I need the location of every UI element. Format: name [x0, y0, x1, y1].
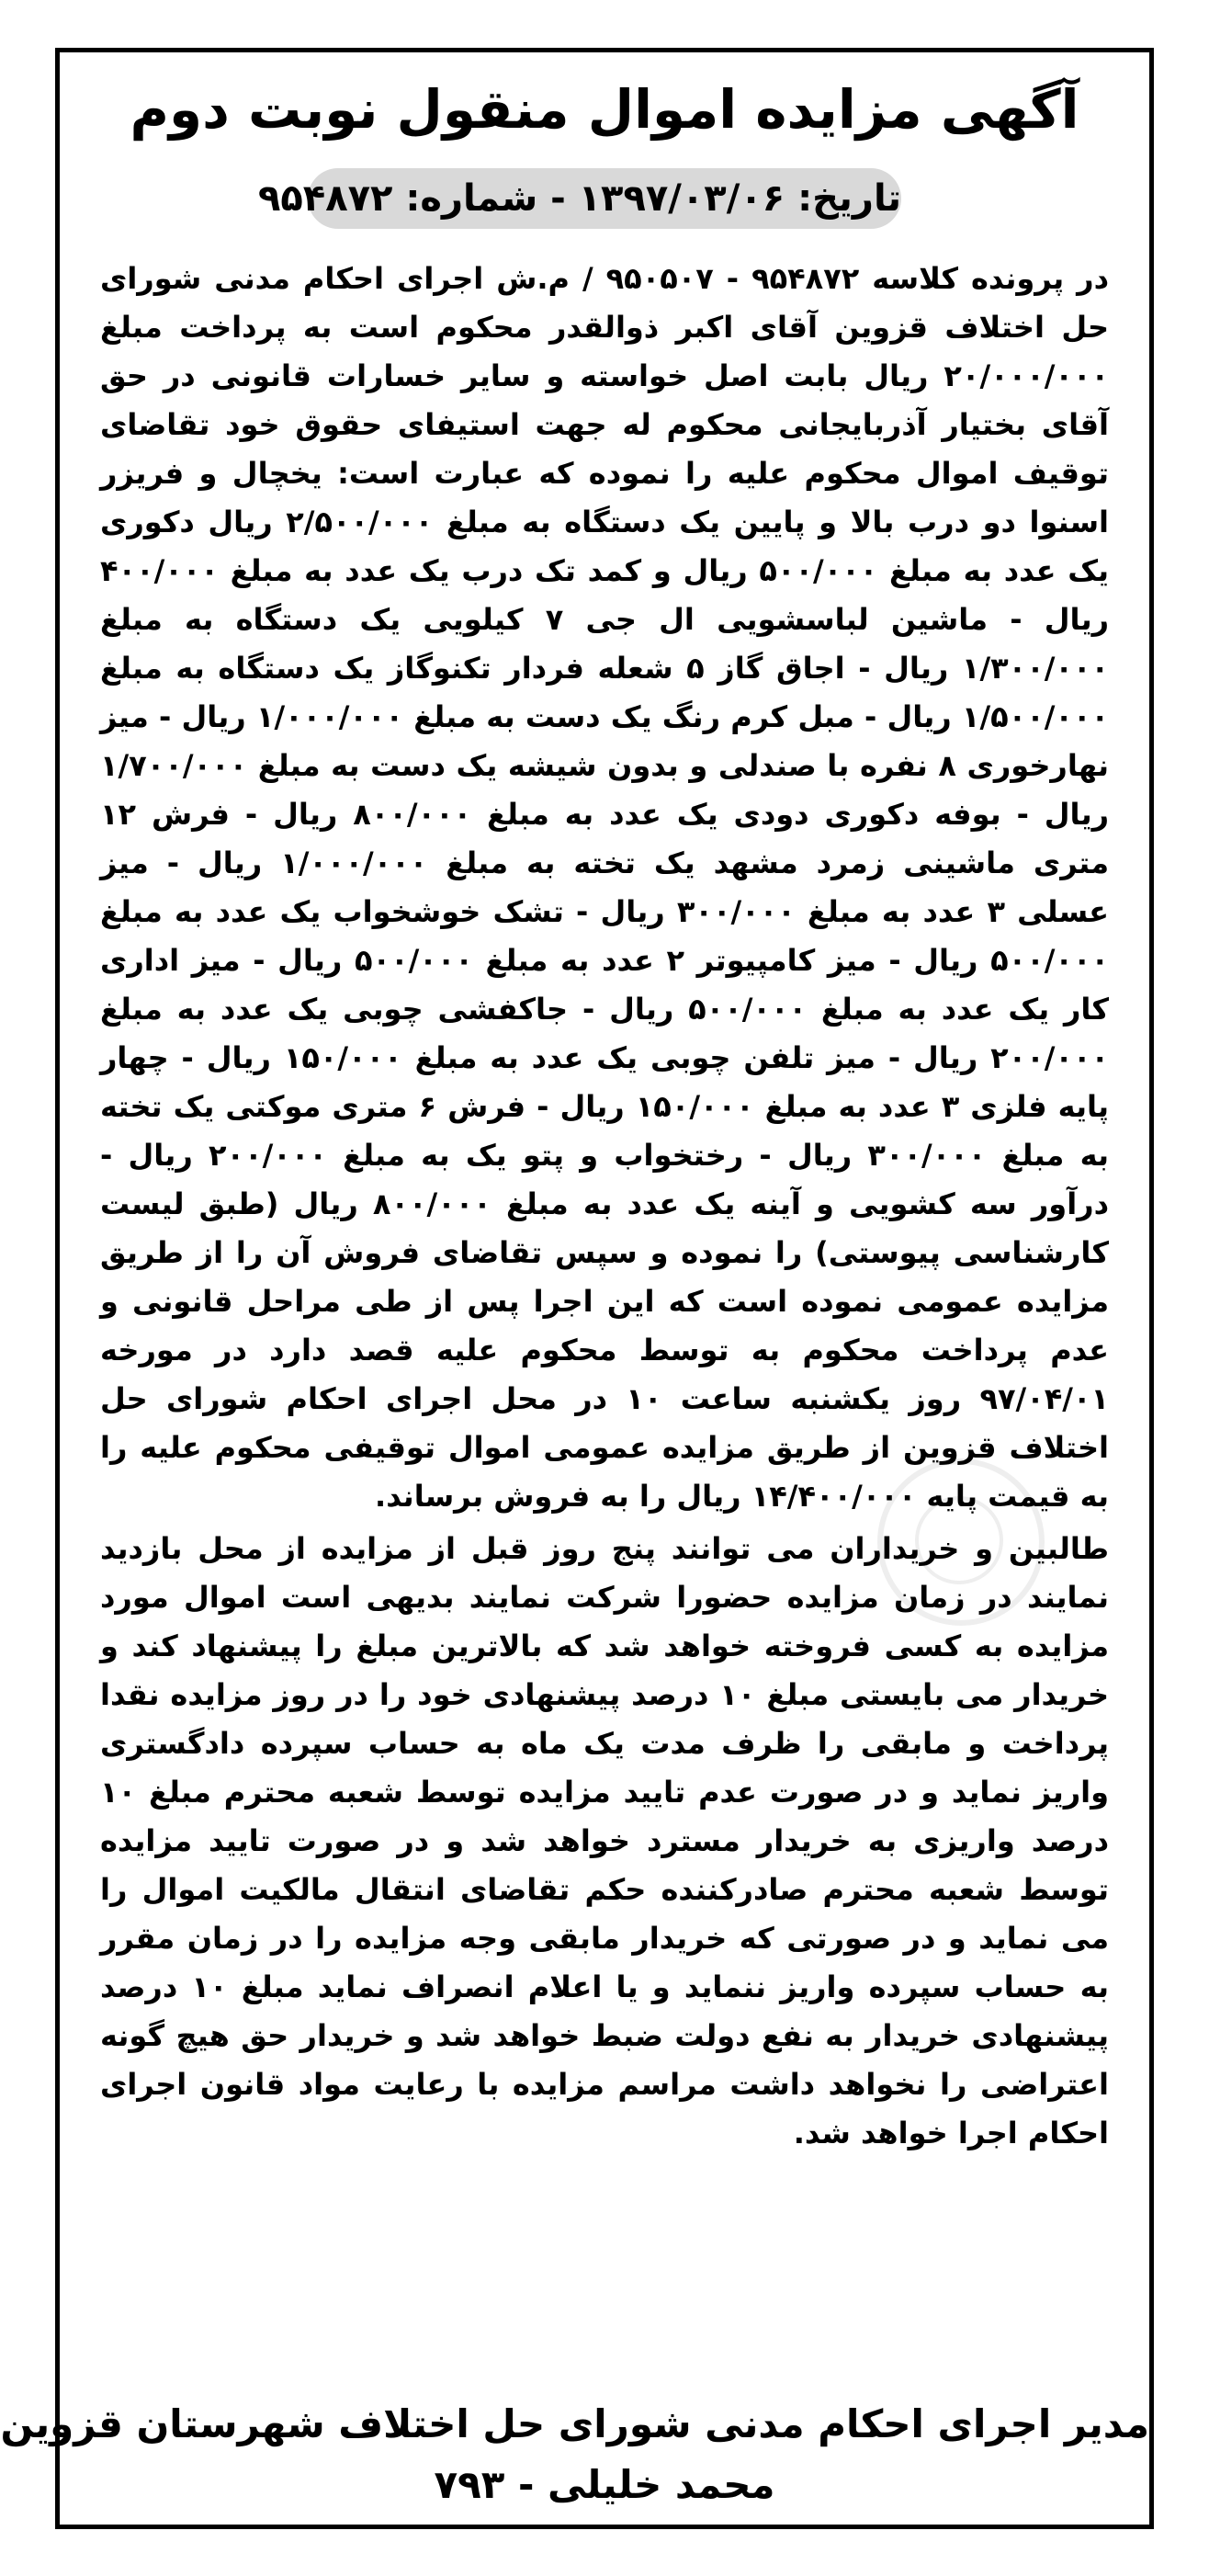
- notice-body: [100, 255, 1109, 2158]
- signature-name: محمد خلیلی - ۷۹۳: [434, 2462, 775, 2507]
- notice-title: آگهی مزایده اموال منقول نوبت دوم: [130, 78, 1079, 141]
- body-paragraph-1: در پرونده کلاسه ۹۵۴۸۷۲ - ۹۵۰۵۰۷ / م.ش اجرای احکام مدنی شورای حل اختلاف قزوین آقای اکبر ذوالقدر محکوم است به پرداخت مبلغ ۲۰/۰۰۰/۰۰۰ ریال بابت اصل خواسته و سایر خسارات قانونی در حق آقای بختیار آذربایجانی محکوم له جهت استیفای حقوق خود تقاضای توقیف اموال محکوم علیه را نموده که عبارت است: یخچال و فریزر اسنوا دو درب بالا و پایین یک دستگاه به مبلغ ۲/۵۰۰/۰۰۰ ریال دکوری یک عدد به مبلغ ۵۰۰/۰۰۰ ریال و کمد تک درب یک عدد به مبلغ ۴۰۰/۰۰۰ ریال - ماشین لباسشویی ال جی ۷ کیلویی یک دستگاه به مبلغ ۱/۳۰۰/۰۰۰ ریال - اجاق گاز ۵ شعله فردار تکنوگاز یک دستگاه به مبلغ ۱/۵۰۰/۰۰۰ ریال - مبل کرم رنگ یک دست به مبلغ ۱/۰۰۰/۰۰۰ ریال - میز نهارخوری ۸ نفره با صندلی و بدون شیشه یک دست به مبلغ ۱/۷۰۰/۰۰۰ ریال - بوفه دکوری دودی یک عدد به مبلغ ۸۰۰/۰۰۰ ریال - فرش ۱۲ متری ماشینی زمرد مشهد یک تخته به مبلغ ۱/۰۰۰/۰۰۰ ریال - میز عسلی ۳ عدد به مبلغ ۳۰۰/۰۰۰ ریال - تشک خوشخواب یک عدد به مبلغ ۵۰۰/۰۰۰ ریال - میز کامپیوتر ۲ عدد به مبلغ ۵۰۰/۰۰۰ ریال - میز اداری کار یک عدد به مبلغ ۵۰۰/۰۰۰ ریال - جاکفشی چوبی یک عدد به مبلغ ۲۰۰/۰۰۰ ریال - میز تلفن چوبی یک عدد به مبلغ ۱۵۰/۰۰۰ ریال - چهار پایه فلزی ۳ عدد به مبلغ ۱۵۰/۰۰۰ ریال - فرش ۶ متری موکتی یک تخته به مبلغ ۳۰۰/۰۰۰ ریال - رختخواب و پتو یک به مبلغ ۲۰۰/۰۰۰ ریال - درآور سه کشویی و آینه یک عدد به مبلغ ۸۰۰/۰۰۰ ریال (طبق لیست کارشناسی پیوستی) را نموده و سپس تقاضای فروش آن را از طریق مزایده عمومی نموده است که این اجرا پس از طی مراحل قانونی و عدم پرداخت محکوم به توسط محکوم علیه قصد دارد در مورخه ۹۷/۰۴/۰۱ روز یکشنبه ساعت ۱۰ در محل اجرای احکام شورای حل اختلاف قزوین از طریق مزایده عمومی اموال توقیفی محکوم علیه را به قیمت پایه ۱۴/۴۰۰/۰۰۰ ریال را به فروش برساند.: [100, 261, 1110, 1514]
- notice-frame: [0, 48, 1154, 2529]
- date-number-badge: تاریخ: ۱۳۹۷/۰۳/۰۶ - شماره: ۹۵۴۸۷۲: [308, 168, 901, 229]
- signature-title: مدیر اجرای احکام مدنی شورای حل اختلاف شهرستان قزوین: [0, 2401, 1149, 2446]
- body-paragraph-2: طالبین و خریداران می توانند پنج روز قبل از مزایده از محل بازدید نمایند در زمان مزایده حضورا شرکت نمایند بدیهی است اموال مورد مزایده به کسی فروخته خواهد شد که بالاترین مبلغ را پیشنهاد کند و خریدار می بایستی مبلغ ۱۰ درصد پیشنهادی خود را در روز مزایده نقدا پرداخت و مابقی را ظرف مدت یک ماه به حساب سپرده دادگستری واریز نماید و در صورت عدم تایید مزایده توسط شعبه محترم مبلغ ۱۰ درصد واریزی به خریدار مسترد خواهد شد و در صورت تایید مزایده توسط شعبه محترم صادرکننده حکم تقاضای انتقال مالکیت اموال را می نماید و در صورتی که خریدار مابقی وجه مزایده را در زمان مقرر به حساب سپرده واریز ننماید و یا اعلام انصراف نماید مبلغ ۱۰ درصد پیشنهادی خریدار به نفع دولت ضبط خواهد شد و خریدار حق هیچ گونه اعتراضی را نخواهد داشت مراسم مزایده با رعایت مواد قانون اجرای احکام اجرا خواهد شد.: [100, 1531, 1109, 2150]
